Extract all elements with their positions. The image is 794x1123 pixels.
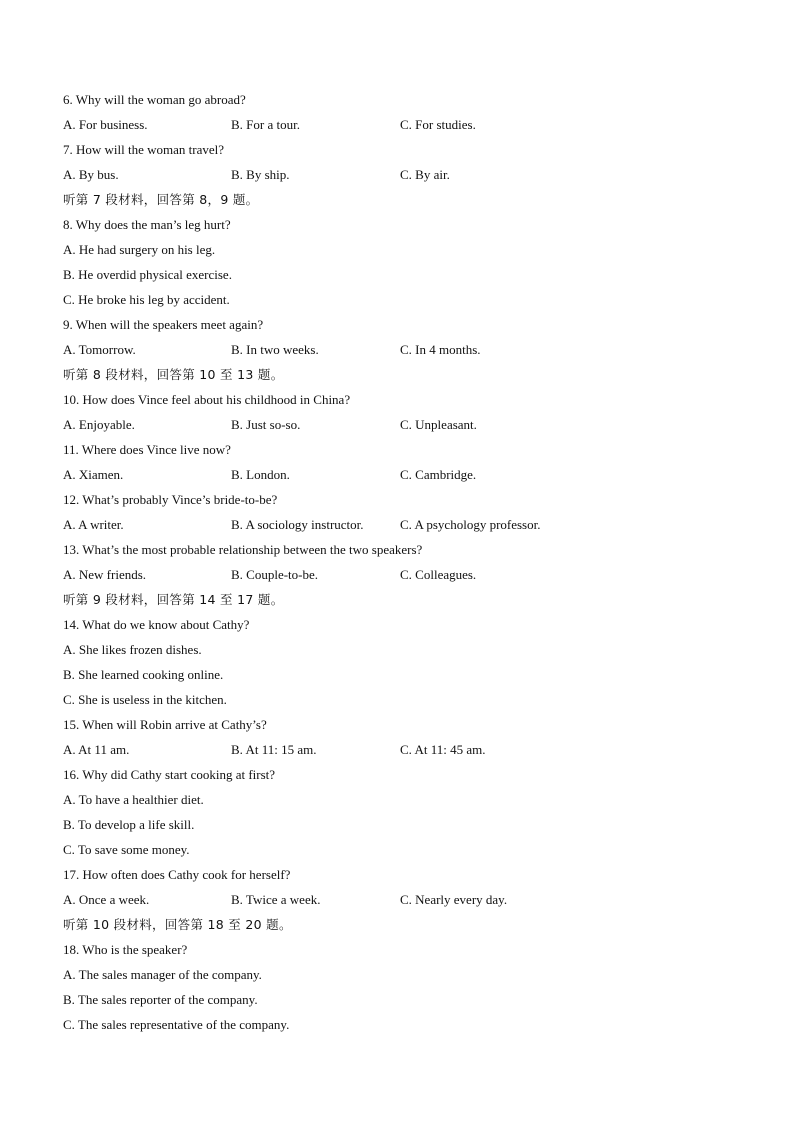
question-line: 8. Why does the man’s leg hurt? xyxy=(63,217,231,232)
answer-options-row xyxy=(63,514,763,539)
question-line: 9. When will the speakers meet again? xyxy=(63,317,264,332)
answer-option-b: B. For a tour. xyxy=(231,117,300,132)
answer-option-c: C. Unpleasant. xyxy=(400,417,477,432)
question-line: 12. What’s probably Vince’s bride-to-be? xyxy=(63,492,278,507)
question-line: 17. How often does Cathy cook for herself? xyxy=(63,867,291,882)
question-line: C. The sales representative of the company. xyxy=(63,1017,290,1032)
answer-option-a: A. Tomorrow. xyxy=(63,342,136,357)
answer-options-row xyxy=(63,414,763,439)
question-line: A. He had surgery on his leg. xyxy=(63,242,216,257)
question-line: B. He overdid physical exercise. xyxy=(63,267,232,282)
answer-option-b: B. A sociology instructor. xyxy=(231,517,364,532)
question-line: A. The sales manager of the company. xyxy=(63,967,262,982)
answer-option-a: A. By bus. xyxy=(63,167,119,182)
answer-options-row xyxy=(63,164,763,189)
answer-option-a: A. Xiamen. xyxy=(63,467,124,482)
question-line: 6. Why will the woman go abroad? xyxy=(63,92,246,107)
question-line: 10. How does Vince feel about his childhood in China? xyxy=(63,392,351,407)
answer-option-b: B. At 11: 15 am. xyxy=(231,742,317,757)
answer-option-c: C. Colleagues. xyxy=(400,567,477,582)
question-line: 13. What’s the most probable relationship between the two speakers? xyxy=(63,542,423,557)
answer-option-b: B. In two weeks. xyxy=(231,342,319,357)
question-line: B. The sales reporter of the company. xyxy=(63,992,258,1007)
answer-option-c: C. A psychology professor. xyxy=(400,517,541,532)
answer-option-b: B. Couple-to-be. xyxy=(231,567,319,582)
answer-option-b: B. London. xyxy=(231,467,290,482)
question-line: 15. When will Robin arrive at Cathy’s? xyxy=(63,717,267,732)
answer-option-a: A. New friends. xyxy=(63,567,147,582)
answer-option-c: C. By air. xyxy=(400,167,450,182)
answer-option-c: C. For studies. xyxy=(400,117,476,132)
question-line: 16. Why did Cathy start cooking at first? xyxy=(63,767,276,782)
answer-options-row xyxy=(63,564,763,589)
question-line: B. She learned cooking online. xyxy=(63,667,224,682)
answer-option-a: A. Enjoyable. xyxy=(63,417,135,432)
answer-option-a: A. Once a week. xyxy=(63,892,150,907)
document-body xyxy=(63,89,763,1039)
answer-option-c: C. Nearly every day. xyxy=(400,892,508,907)
section-heading: 听第 10 段材料，回答第 18 至 20 题。 xyxy=(63,917,292,932)
answer-options-row xyxy=(63,114,763,139)
question-line: 11. Where does Vince live now? xyxy=(63,442,231,457)
answer-option-c: C. Cambridge. xyxy=(400,467,477,482)
answer-option-a: A. A writer. xyxy=(63,517,124,532)
answer-option-a: A. For business. xyxy=(63,117,148,132)
question-line: B. To develop a life skill. xyxy=(63,817,195,832)
answer-option-c: C. In 4 months. xyxy=(400,342,481,357)
question-line: C. She is useless in the kitchen. xyxy=(63,692,227,707)
section-heading: 听第 7 段材料，回答第 8，9 题。 xyxy=(63,192,259,207)
answer-options-row xyxy=(63,339,763,364)
answer-option-a: A. At 11 am. xyxy=(63,742,130,757)
answer-option-c: C. At 11: 45 am. xyxy=(400,742,486,757)
answer-option-b: B. By ship. xyxy=(231,167,290,182)
question-line: 14. What do we know about Cathy? xyxy=(63,617,250,632)
question-line: C. To save some money. xyxy=(63,842,190,857)
answer-option-b: B. Just so-so. xyxy=(231,417,301,432)
answer-options-row xyxy=(63,464,763,489)
answer-options-row xyxy=(63,889,763,914)
section-heading: 听第 8 段材料，回答第 10 至 13 题。 xyxy=(63,367,284,382)
question-line: C. He broke his leg by accident. xyxy=(63,292,230,307)
question-line: 7. How will the woman travel? xyxy=(63,142,225,157)
answer-options-row xyxy=(63,739,763,764)
question-line: A. She likes frozen dishes. xyxy=(63,642,202,657)
section-heading: 听第 9 段材料，回答第 14 至 17 题。 xyxy=(63,592,284,607)
question-line: 18. Who is the speaker? xyxy=(63,942,188,957)
question-line: A. To have a healthier diet. xyxy=(63,792,204,807)
answer-option-b: B. Twice a week. xyxy=(231,892,321,907)
